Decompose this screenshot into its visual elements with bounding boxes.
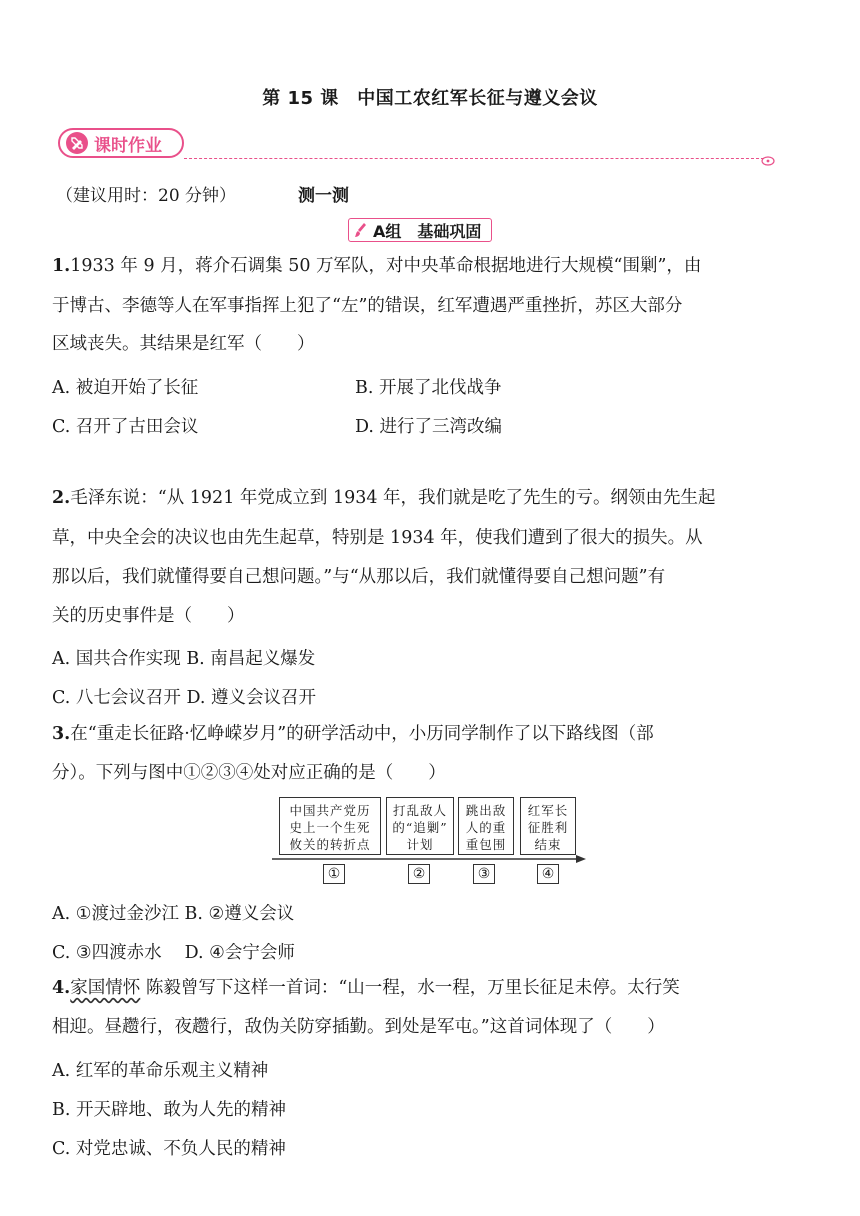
brush-icon bbox=[355, 222, 367, 238]
question-1-line-3: 区域丧失。其结果是红军（ ） bbox=[52, 334, 315, 354]
question-3-line-2: 分）。下列与图中①②③④处对应正确的是（ ） bbox=[52, 763, 446, 783]
question-1-line-2: 于博古、李德等人在军事指挥上犯了“左”的错误，红军遭遇严重挫折，苏区大部分 bbox=[52, 296, 683, 316]
route-marker-2: ② bbox=[408, 864, 430, 884]
group-name: A组 bbox=[373, 221, 402, 241]
question-4-tag: 家国情怀 bbox=[70, 978, 141, 998]
section-badge bbox=[58, 128, 184, 158]
question-4-option-a: A. 红军的革命乐观主义精神 bbox=[52, 1061, 269, 1081]
route-marker-4: ④ bbox=[537, 864, 559, 884]
question-4-line-2: 相迎。昼趱行，夜趱行，敌伪关防穿插勤。到处是军屯。”这首词体现了（ ） bbox=[52, 1017, 665, 1037]
question-3-options-ab: A. ①渡过金沙江 B. ②遵义会议 bbox=[52, 904, 295, 924]
group-header bbox=[348, 218, 508, 242]
badge-label: 课时作业 bbox=[94, 135, 162, 156]
suggested-time: （建议用时：20 分钟） bbox=[56, 186, 237, 206]
question-1-option-a: A. 被迫开始了长征 bbox=[52, 378, 199, 398]
question-2-options-ab: A. 国共合作实现 B. 南昌起义爆发 bbox=[52, 649, 316, 669]
route-box-3: 跳出敌 人的重 重包围 bbox=[458, 797, 514, 855]
question-2-line-3: 那以后，我们就懂得要自己想问题。”与“从那以后，我们就懂得要自己想问题”有 bbox=[52, 567, 666, 587]
question-3-options-cd: C. ③四渡赤水 D. ④会宁会师 bbox=[52, 943, 295, 963]
question-2-line-2: 草，中央全会的决议也由先生起草，特别是 1934 年，使我们遭到了很大的损失。从 bbox=[52, 528, 703, 548]
route-box-4: 红军长 征胜利 结束 bbox=[520, 797, 576, 855]
route-marker-3: ③ bbox=[473, 864, 495, 884]
question-2-line-4: 关的历史事件是（ ） bbox=[52, 606, 245, 626]
question-2-line-1: 2.毛泽东说：“从 1921 年党成立到 1934 年，我们就是吃了先生的亏。纲领由先生起 bbox=[52, 488, 716, 508]
question-3-line-1: 3.在“重走长征路·忆峥嵘岁月”的研学活动中，小历同学制作了以下路线图（部 bbox=[52, 724, 654, 744]
question-1-option-d: D. 进行了三湾改编 bbox=[355, 417, 503, 437]
question-4-option-c: C. 对党忠诚、不负人民的精神 bbox=[52, 1139, 286, 1159]
question-4-option-b: B. 开天辟地、敢为人先的精神 bbox=[52, 1100, 286, 1120]
question-2-options-cd: C. 八七会议召开 D. 遵义会议召开 bbox=[52, 688, 316, 708]
question-1-line-1: 1.1933 年 9 月，蒋介石调集 50 万军队，对中央革命根据地进行大规模“围剿”，由 bbox=[52, 256, 702, 276]
page-title: 第 15 课 中国工农红军长征与遵义会议 bbox=[262, 88, 598, 109]
pencil-ruler-icon bbox=[66, 132, 88, 154]
route-marker-1: ① bbox=[323, 864, 345, 884]
question-1-option-c: C. 召开了古田会议 bbox=[52, 417, 199, 437]
route-box-1: 中国共产党历 史上一个生死 攸关的转折点 bbox=[279, 797, 381, 855]
question-4-line-1: 4.家国情怀 陈毅曾写下这样一首词：“山一程，水一程，万里长征足未停。太行笑 bbox=[52, 978, 680, 998]
group-label: 基础巩固 bbox=[417, 221, 482, 241]
divider bbox=[184, 158, 764, 159]
route-box-2: 打乱敌人 的“追剿” 计划 bbox=[386, 797, 454, 855]
divider-end-icon bbox=[760, 152, 776, 171]
section-title: 测一测 bbox=[298, 186, 349, 206]
question-1-option-b: B. 开展了北伐战争 bbox=[355, 378, 502, 398]
